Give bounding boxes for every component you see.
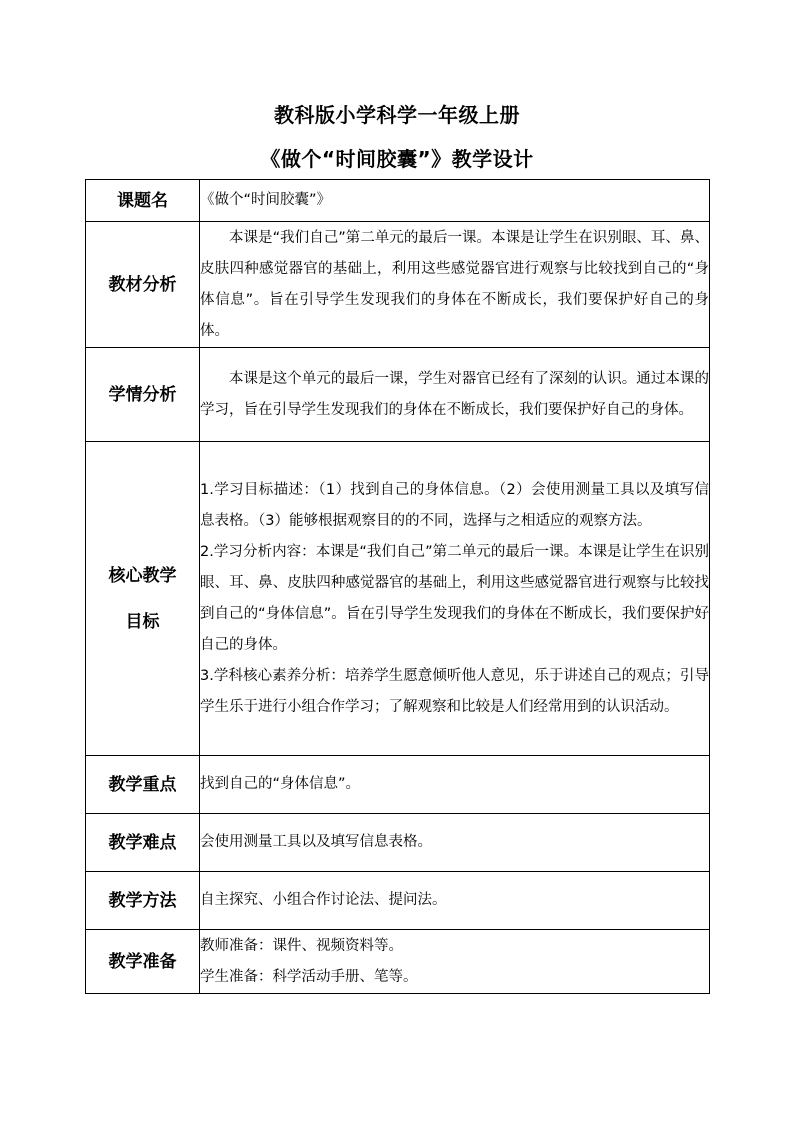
row-label-student-analysis: 学情分析 <box>86 348 200 442</box>
student-analysis-text: 本课是这个单元的最后一课，学生对器官已经有了深刻的认识。通过本课的学习，旨在引导学生发现我们的身体在不断成长，我们要保护好自己的身体。 <box>200 370 709 418</box>
row-content-core-objectives <box>200 442 710 756</box>
core-objectives-label-line1: 核心教学 <box>108 565 177 586</box>
row-content-student-analysis <box>200 348 710 442</box>
topic-text: 《做个“时间胶囊”》 <box>200 192 332 208</box>
row-label-core-objectives <box>86 442 200 756</box>
row-content-key-points <box>200 756 710 814</box>
table-row-methods <box>86 872 710 930</box>
preparation-student-text: 学生准备：科学活动手册、笔等。 <box>200 968 418 985</box>
table-row-material-analysis <box>86 222 710 348</box>
row-label-material-analysis: 教材分析 <box>86 222 200 348</box>
objective-paragraph: 2.学习分析内容：本课是“我们自己”第二单元的最后一课。本课是让学生在识别眼、耳、鼻、皮肤四种感觉器官的基础上，利用这些感觉器官进行观察与比较找到自己的“身体信息”。旨在引导学生发现我们的身体在不断成长，我们要保护好自己的身体。 <box>200 543 709 653</box>
document-title: 教科版小学科学一年级上册 <box>274 103 520 127</box>
row-content-material-analysis <box>200 222 710 348</box>
row-label-key-points: 教学重点 <box>86 756 200 814</box>
row-content-methods <box>200 872 710 930</box>
difficulties-text: 会使用测量工具以及填写信息表格。 <box>200 834 432 850</box>
table-row-core-objectives <box>86 442 710 756</box>
table-row-topic <box>86 180 710 222</box>
table-row-preparation <box>86 930 710 994</box>
document-subtitle: 《做个“时间胶囊”》教学设计 <box>260 147 534 171</box>
lesson-plan-table <box>85 179 710 994</box>
material-analysis-text: 本课是“我们自己”第二单元的最后一课。本课是让学生在识别眼、耳、鼻、皮肤四种感觉器官的基础上，利用这些感觉器官进行观察与比较找到自己的“身体信息”。旨在引导学生发现我们的身体在不断成长，我们要保护好自己的身体。 <box>200 229 709 339</box>
objective-paragraph: 3.学科核心素养分析：培养学生愿意倾听他人意见，乐于讲述自己的观点；引导学生乐于进行小组合作学习；了解观察和比较是人们经常用到的认识活动。 <box>200 667 709 715</box>
row-content-preparation <box>200 930 710 994</box>
row-label-preparation: 教学准备 <box>86 930 200 994</box>
row-content-difficulties <box>200 814 710 872</box>
table-row-student-analysis <box>86 348 710 442</box>
core-objectives-label-line2: 目标 <box>125 611 160 632</box>
row-content-topic <box>200 180 710 222</box>
table-row-key-points <box>86 756 710 814</box>
row-label-topic: 课题名 <box>86 180 200 222</box>
row-label-methods: 教学方法 <box>86 872 200 930</box>
row-label-difficulties: 教学难点 <box>86 814 200 872</box>
table-row-difficulties <box>86 814 710 872</box>
key-points-text: 找到自己的“身体信息”。 <box>200 776 361 792</box>
preparation-teacher-text: 教师准备：课件、视频资料等。 <box>200 937 403 954</box>
methods-text: 自主探究、小组合作讨论法、提问法。 <box>200 892 447 908</box>
objective-paragraph: 1.学习目标描述：（1）找到自己的身体信息。（2）会使用测量工具以及填写信息表格。（3）能够根据观察目的的不同，选择与之相适应的观察方法。 <box>200 481 709 529</box>
